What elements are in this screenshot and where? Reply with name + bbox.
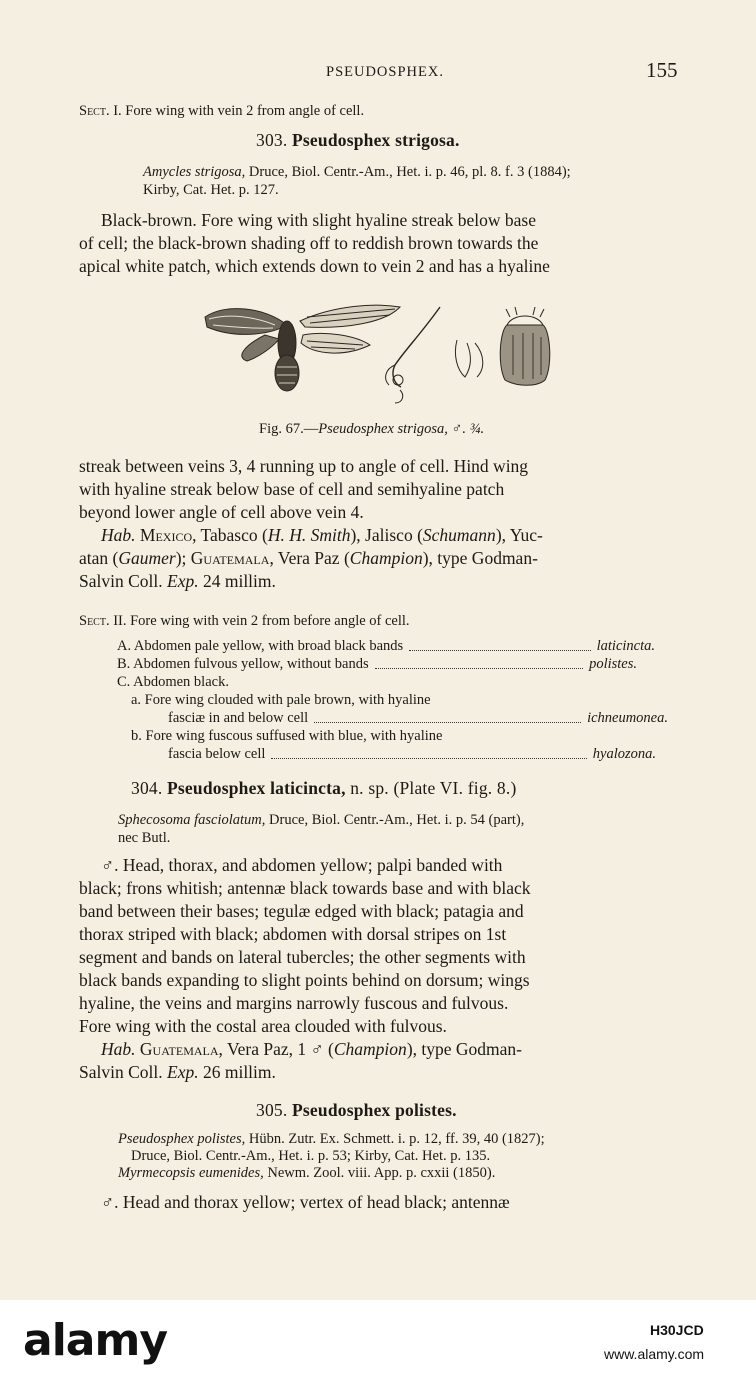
species-heading	[256, 130, 460, 151]
species-name: Pseudosphex polistes.	[292, 1100, 457, 1120]
species-suffix: n. sp. (Plate VI. fig. 8.)	[345, 778, 517, 798]
habitat-line	[101, 1038, 522, 1061]
figure-caption-label: Fig. 67.—	[259, 421, 319, 437]
section-text: Fore wing with vein 2 from angle of cell.	[125, 103, 365, 119]
alamy-logo: alamy	[23, 1315, 167, 1366]
species-heading	[131, 778, 516, 799]
key-row	[117, 674, 229, 691]
habitat-label: Hab.	[101, 1039, 136, 1059]
expanse-value: 26 millim.	[198, 1062, 276, 1082]
key-text: b. Fore wing fuscous suffused with blue, with hyaline	[131, 728, 443, 744]
species-heading	[256, 1100, 457, 1121]
species-number: 303.	[256, 130, 288, 150]
habitat-text: , Vera Paz, 1 ♂ (	[218, 1039, 334, 1059]
description-line: segment and bands on lateral tubercles; the other segments with	[79, 947, 526, 967]
key-row	[168, 746, 656, 763]
synonym-ref: Druce, Biol. Centr.-Am., Het. i. p. 54 (part),	[265, 812, 525, 828]
synonym-ref: Druce, Biol. Centr.-Am., Het. i. p. 46, pl. 8. f. 3 (1884);	[245, 164, 571, 180]
key-text: A. Abdomen pale yellow, with broad black bands	[117, 638, 404, 654]
description-line: ♂. Head, thorax, and abdomen yellow; palpi banded with	[101, 855, 503, 875]
description-line: streak between veins 3, 4 running up to angle of cell. Hind wing	[79, 456, 529, 476]
key-row	[131, 728, 442, 745]
synonym-name: Pseudosphex polistes,	[118, 1131, 246, 1147]
habitat-collector: H. H. Smith	[267, 525, 351, 545]
synonym-line	[143, 164, 571, 181]
stock-url: www.alamy.com	[604, 1346, 705, 1362]
habitat-text: ), type Godman-	[422, 548, 538, 568]
description-line: beyond lower angle of cell above vein 4.	[79, 502, 364, 522]
habitat-collector: Schumann	[422, 525, 496, 545]
habitat-collector: Champion	[349, 548, 423, 568]
synonym-ref: Newm. Zool. viii. App. p. cxxii (1850).	[263, 1165, 496, 1181]
section-text: Fore wing with vein 2 from before angle of cell.	[130, 613, 410, 629]
synonym-line	[118, 1131, 545, 1148]
section-label: Sect. I.	[79, 103, 122, 119]
species-number: 305.	[256, 1100, 288, 1120]
description-line: thorax striped with black; abdomen with dorsal stripes on 1st	[79, 924, 507, 944]
key-result: laticincta.	[596, 638, 655, 654]
key-row	[168, 710, 668, 727]
key-row	[117, 656, 637, 673]
species-number: 304.	[131, 778, 163, 798]
habitat-text: , Tabasco (	[192, 525, 268, 545]
synonym-name: Myrmecopsis eumenides,	[118, 1165, 264, 1181]
habitat-line	[79, 1061, 276, 1084]
key-row	[131, 692, 431, 709]
habitat-line	[79, 547, 538, 570]
habitat-text: , Vera Paz (	[269, 548, 350, 568]
habitat-text: Salvin Coll.	[79, 571, 167, 591]
description-line: apical white patch, which extends down to vein 2 and has a hyaline	[79, 256, 550, 276]
key-result: hyalozona.	[592, 746, 656, 762]
synonym-line: Druce, Biol. Centr.-Am., Het. i. p. 53; Kirby, Cat. Het. p. 135.	[131, 1148, 491, 1164]
description-line: black bands expanding to slight points behind on dorsum; wings	[79, 970, 530, 990]
species-name: Pseudosphex laticincta,	[167, 778, 346, 798]
habitat-text: ), Yuc-	[495, 525, 543, 545]
synonym-name: Sphecosoma fasciolatum,	[118, 812, 266, 828]
description-line: hyaline, the veins and margins narrowly fuscous and fulvous.	[79, 993, 509, 1013]
key-result: ichneumonea.	[587, 710, 668, 726]
key-text: C. Abdomen black.	[117, 674, 229, 690]
description-line: Fore wing with the costal area clouded with fulvous.	[79, 1016, 447, 1036]
habitat-line	[79, 570, 276, 593]
moth-illustration	[195, 295, 555, 410]
habitat-country: Mexico	[139, 525, 193, 545]
habitat-text: ), Jalisco (	[350, 525, 423, 545]
expanse-label: Exp.	[167, 571, 199, 591]
key-text: a. Fore wing clouded with pale brown, with hyaline	[131, 692, 431, 708]
page-number: 155	[646, 58, 678, 82]
habitat-line	[101, 524, 543, 547]
key-text: fasciæ in and below cell	[168, 710, 309, 726]
image-id: H30JCD	[650, 1322, 704, 1338]
habitat-text: ), type Godman-	[406, 1039, 522, 1059]
figure-caption-text: Pseudosphex strigosa, ♂. ¾.	[318, 421, 485, 437]
description-line: with hyaline streak below base of cell and semihyaline patch	[79, 479, 505, 499]
description-line: band between their bases; tegulæ edged with black; patagia and	[79, 901, 524, 921]
synonym-line	[118, 1165, 495, 1182]
key-text: B. Abdomen fulvous yellow, without bands	[117, 656, 369, 672]
key-text: fascia below cell	[168, 746, 266, 762]
habitat-collector: Gaumer	[118, 548, 176, 568]
synonym-line: Kirby, Cat. Het. p. 127.	[143, 182, 279, 198]
description-line: black; frons whitish; antennæ black towards base and with black	[79, 878, 531, 898]
key-result: polistes.	[589, 656, 637, 672]
habitat-country: Guatemala	[190, 548, 270, 568]
habitat-collector: Champion	[333, 1039, 407, 1059]
synonym-line	[118, 812, 524, 829]
running-title: PSEUDOSPHEX.	[326, 64, 444, 80]
description-line: ♂. Head and thorax yellow; vertex of head black; antennæ	[101, 1192, 510, 1212]
expanse-value: 24 millim.	[198, 571, 276, 591]
habitat-country: Guatemala	[139, 1039, 219, 1059]
synonym-line: nec Butl.	[118, 830, 171, 846]
synonym-name: Amycles strigosa,	[143, 164, 246, 180]
habitat-text: atan (	[79, 548, 119, 568]
figure-caption	[259, 421, 484, 438]
expanse-label: Exp.	[167, 1062, 199, 1082]
habitat-label: Hab.	[101, 525, 136, 545]
habitat-text: Salvin Coll.	[79, 1062, 167, 1082]
species-name: Pseudosphex strigosa.	[292, 130, 460, 150]
habitat-text: );	[175, 548, 191, 568]
description-line: of cell; the black-brown shading off to reddish brown towards the	[79, 233, 539, 253]
section-label: Sect. II.	[79, 613, 127, 629]
key-row	[117, 638, 655, 655]
synonym-ref: Hübn. Zutr. Ex. Schmett. i. p. 12, ff. 39, 40 (1827);	[245, 1131, 545, 1147]
description-line: Black-brown. Fore wing with slight hyaline streak below base	[101, 210, 536, 230]
section-heading	[79, 613, 410, 630]
section-heading	[79, 103, 364, 120]
